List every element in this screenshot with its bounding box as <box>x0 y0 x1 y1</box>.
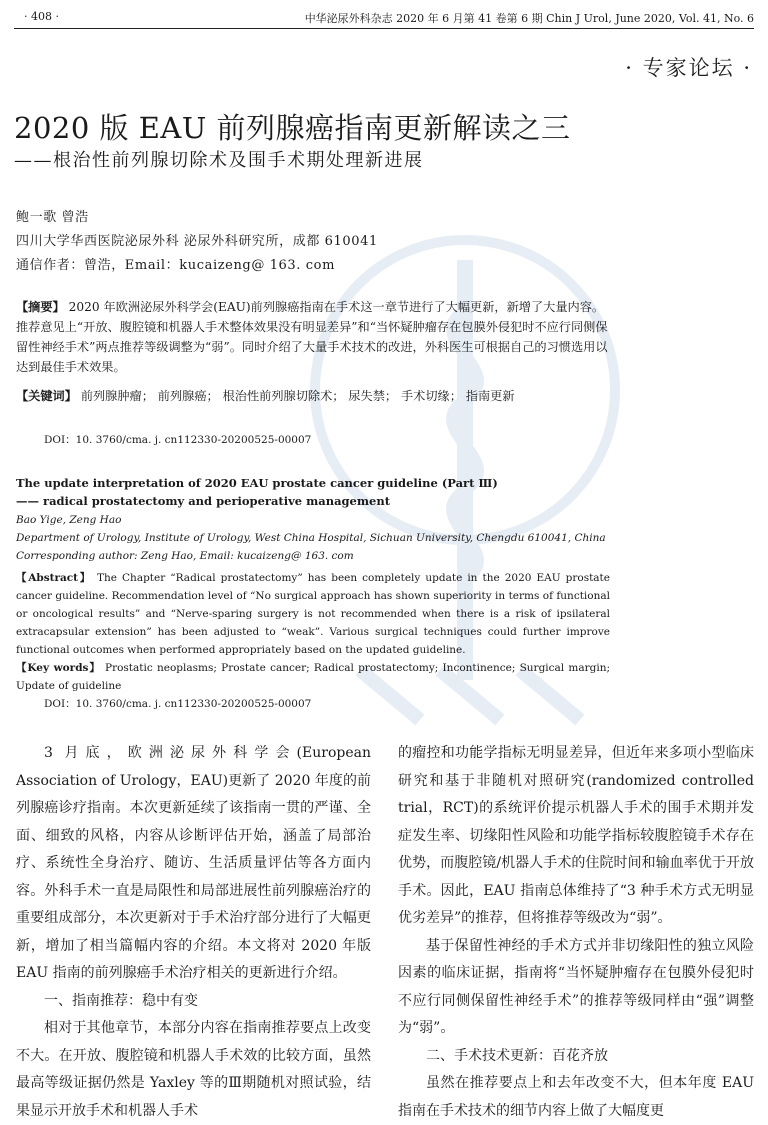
doi-zh: DOI：10. 3760/cma. j. cn112330-20200525-00007 <box>44 434 312 446</box>
abstract-en-tag: 【Abstract】 <box>16 572 92 584</box>
page-number: · 408 · <box>24 10 59 23</box>
section-heading: 二、手术技术更新：百花齐放 <box>426 1047 608 1064</box>
body-paragraph: 基于保留性神经的手术方式并非切缘阳性的独立风险因素的临床证据，指南将“当怀疑肿瘤存在包膜外侵犯时不应行同侧保留性神经手术”的推荐等级同样由“强”调整为“弱”。 <box>398 937 754 1036</box>
abstract-en-text: The Chapter “Radical prostatectomy” has been completely update in the 2020 EAU prostate cancer guideline. Recommendation level of “No surgical approach has shown superiority in terms of functional or oncological results” and “Nerve-sparing surgery is not recommended when there is a risk of ipsilateral extracapsular extension” has been adjusted to “weak”. Various surgical techniques could further improve functional outcomes when performed appropriately based on the updated guideline. <box>16 572 610 656</box>
article-subtitle: ——根治性前列腺切除术及围手术期处理新进展 <box>14 150 424 171</box>
body-column-left <box>16 740 371 1125</box>
article-title: 2020 版 EAU 前列腺癌指南更新解读之三 <box>14 111 571 145</box>
affiliation-zh: 四川大学华西医院泌尿外科 泌尿外科研究所，成都 610041 <box>16 234 378 249</box>
english-affiliation: Department of Urology, Institute of Urology, West China Hospital, Sichuan University, Chengdu 610041, China <box>16 532 606 544</box>
keywords-en-text: Prostatic neoplasms; Prostate cancer; Radical prostatectomy; Incontinence; Surgical margin; Update of guideline <box>16 662 610 692</box>
english-authors: Bao Yige, Zeng Hao <box>16 514 122 526</box>
body-paragraph: 相对于其他章节，本部分内容在指南推荐要点上改变不大。在开放、腹腔镜和机器人手术效的比较方面，虽然最高等级证据仍然是 Yaxley 等的Ⅲ期随机对照试验，结果显示开放手术和机器人手术 <box>16 1020 371 1119</box>
keywords-en-tag: 【Key words】 <box>16 662 101 674</box>
body-paragraph: 的瘤控和功能学指标无明显差异，但近年来多项小型临床研究和基于非随机对照研究(randomized controlled trial，RCT)的系统评价提示机器人手术的围手术期并发症发生率、切缘阳性风险和功能学指标较腹腔镜手术存在优势，而腹腔镜/机器人手术的住院时间和输血率优于开放手术。因此，EAU 指南总体维持了“3 种手术方式无明显优劣差异”的推荐，但将推荐等级改为“弱”。 <box>398 745 754 926</box>
body-column-right <box>398 740 754 1125</box>
body-paragraph: 3 月底，欧洲泌尿外科学会(European Association of Urology，EAU)更新了 2020 年度的前列腺癌诊疗指南。本次更新延续了该指南一贯的严谨、全面、细致的风格，内容从诊断评估开始，涵盖了局部治疗、系统性全身治疗、随访、生活质量评估等各方面内容。外科手术一直是局限性和局部进展性前列腺癌治疗的重要组成部分，本次更新对于手术治疗部分进行了大幅更新，增加了相当篇幅内容的介绍。本文将对 2020 年版 EAU 指南的前列腺癌手术治疗相关的更新进行介绍。 <box>16 745 371 981</box>
english-subtitle: —— radical prostatectomy and perioperative management <box>16 494 391 508</box>
corresponding-zh: 通信作者：曾浩，Email：kucaizeng@ 163. com <box>16 258 336 273</box>
section-heading: 一、指南推荐：稳中有变 <box>44 992 198 1009</box>
keywords-zh <box>16 386 610 406</box>
doi-en: DOI：10. 3760/cma. j. cn112330-20200525-00007 <box>44 698 312 710</box>
keywords-zh-text: 前列腺肿瘤； 前列腺癌； 根治性前列腺切除术； 尿失禁； 手术切缘； 指南更新 <box>80 389 515 403</box>
keywords-en <box>16 659 610 695</box>
abstract-zh-tag: 【摘要】 <box>16 300 65 314</box>
column-tag: · 专家论坛 · <box>625 56 752 80</box>
header-divider <box>14 28 754 29</box>
keywords-zh-tag: 【关键词】 <box>16 389 77 403</box>
english-corresponding: Corresponding author: Zeng Hao, Email: kucaizeng@ 163. com <box>16 550 354 562</box>
journal-running-head: 中华泌尿外科杂志 2020 年 6 月第 41 卷第 6 期 Chin J Urol, June 2020, Vol. 41, No. 6 <box>304 12 754 25</box>
abstract-zh-text: 2020 年欧洲泌尿外科学会(EAU)前列腺癌指南在手术这一章节进行了大幅更新，新增了大量内容。推荐意见上“开放、腹腔镜和机器人手术整体效果没有明显差异”和“当怀疑肿瘤存在包膜外侵犯时不应行同侧保留性神经手术”两点推荐等级调整为“弱”。同时介绍了大量手术技术的改进，外科医生可根据自己的习惯选用以达到最佳手术效果。 <box>16 300 608 374</box>
abstract-en <box>16 569 610 659</box>
english-title: The update interpretation of 2020 EAU prostate cancer guideline (Part Ⅲ) <box>16 476 498 490</box>
authors-zh: 鲍一歌 曾浩 <box>16 210 89 225</box>
abstract-zh <box>16 297 610 377</box>
body-paragraph: 虽然在推荐要点上和去年改变不大，但本年度 EAU 指南在手术技术的细节内容上做了大幅度更 <box>398 1075 754 1119</box>
